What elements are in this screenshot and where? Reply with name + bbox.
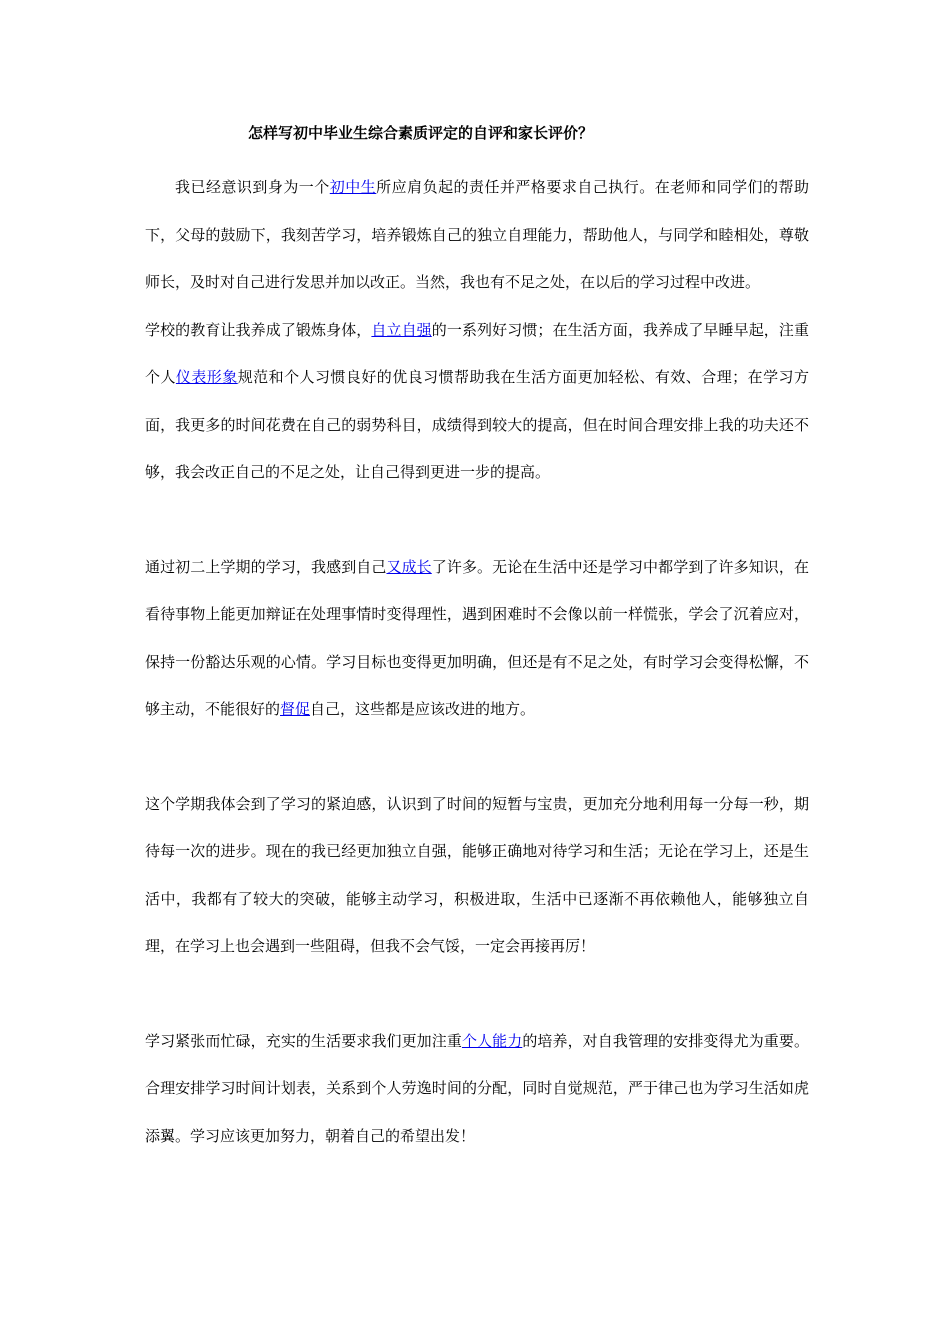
paragraph-gap — [145, 734, 809, 781]
paragraph-text: 学校的教育让我养成了锻炼身体， — [145, 320, 372, 339]
paragraph-text: 这个学期我体会到了学习的紧迫感，认识到了时间的短暂与宝贵，更加充分地利用每一分每一秒，期待每一次的进步。现在的我已经更加独立自强，能够正确地对待学习和生活；无论在学习上，还是生活中，我都有了较大的突破，能够主动学习，积极进取，生活中已逐渐不再依赖他人，能够独立自理，在学习上也会遇到一些阻碍，但我不会气馁，一定会再接再厉！ — [145, 794, 809, 955]
paragraph-gap — [145, 497, 809, 544]
paragraph-text: 我已经意识到身为一个 — [175, 178, 330, 196]
paragraph-text: 学习紧张而忙碌，充实的生活要求我们更加注重 — [145, 1031, 462, 1050]
paragraph-3 — [145, 544, 809, 734]
paragraph-text: 通过初二上学期的学习，我感到自己 — [145, 557, 387, 576]
link-geren-nengli[interactable]: 个人能力 — [461, 1031, 523, 1050]
paragraph-2 — [145, 307, 809, 497]
paragraph-5 — [145, 1018, 809, 1161]
paragraph-text: 的培养，对自我管理的安排变得尤为重要。合理安排学习时间计划表，关系到个人劳逸时间的分配，同时自觉规范，严于律己也为学习生活如虎添翼。学习应该更加努力，朝着自己的希望出发！ — [145, 1031, 809, 1145]
paragraph-text: 规范和个人习惯良好的优良习惯帮助我在生活方面更加轻松、有效、合理；在学习方面，我更多的时间花费在自己的弱势科目，成绩得到较大的提高，但在时间合理安排上我的功夫还不够，我会改正自己的不足之处，让自己得到更进一步的提高。 — [145, 368, 809, 481]
link-zilizi-qiang[interactable]: 自立自强 — [371, 320, 432, 339]
paragraph-text: 了许多。无论在生活中还是学习中都学到了许多知识，在看待事物上能更加辩证在处理事情时变得理性，遇到困难时不会像以前一样慌张，学会了沉着应对，保持一份豁达乐观的心情。学习目标也变得更加明确，但还是有不足之处，有时学习会变得松懈，不够主动，不能很好的 — [145, 557, 809, 718]
link-you-chengzhang[interactable]: 又成长 — [386, 557, 432, 576]
document-title: 怎样写初中毕业生综合素质评定的自评和家长评价？ — [248, 124, 594, 142]
link-ducu[interactable]: 督促 — [280, 700, 311, 718]
paragraph-text: 的一系列好习惯；在生活方面，我养成了早睡早起，注重个人 — [145, 320, 809, 386]
paragraph-gap — [145, 971, 809, 1018]
link-chuzhongsheng[interactable]: 初中生 — [329, 178, 377, 196]
paragraph-1 — [145, 164, 809, 307]
paragraph-text: 所应肩负起的责任并严格要求自己执行。在老师和同学们的帮助下，父母的鼓励下，我刻苦学习，培养锻炼自己的独立自理能力，帮助他人，与同学和睦相处，尊敬师长，及时对自己进行发思并加以改正。当然，我也有不足之处，在以后的学习过程中改进。 — [145, 178, 809, 291]
paragraph-4 — [145, 781, 809, 971]
paragraph-text: 自己，这些都是应该改进的地方。 — [310, 700, 536, 718]
link-yibiao-xingxiang[interactable]: 仪表形象 — [175, 368, 238, 386]
document-body — [145, 118, 809, 1160]
